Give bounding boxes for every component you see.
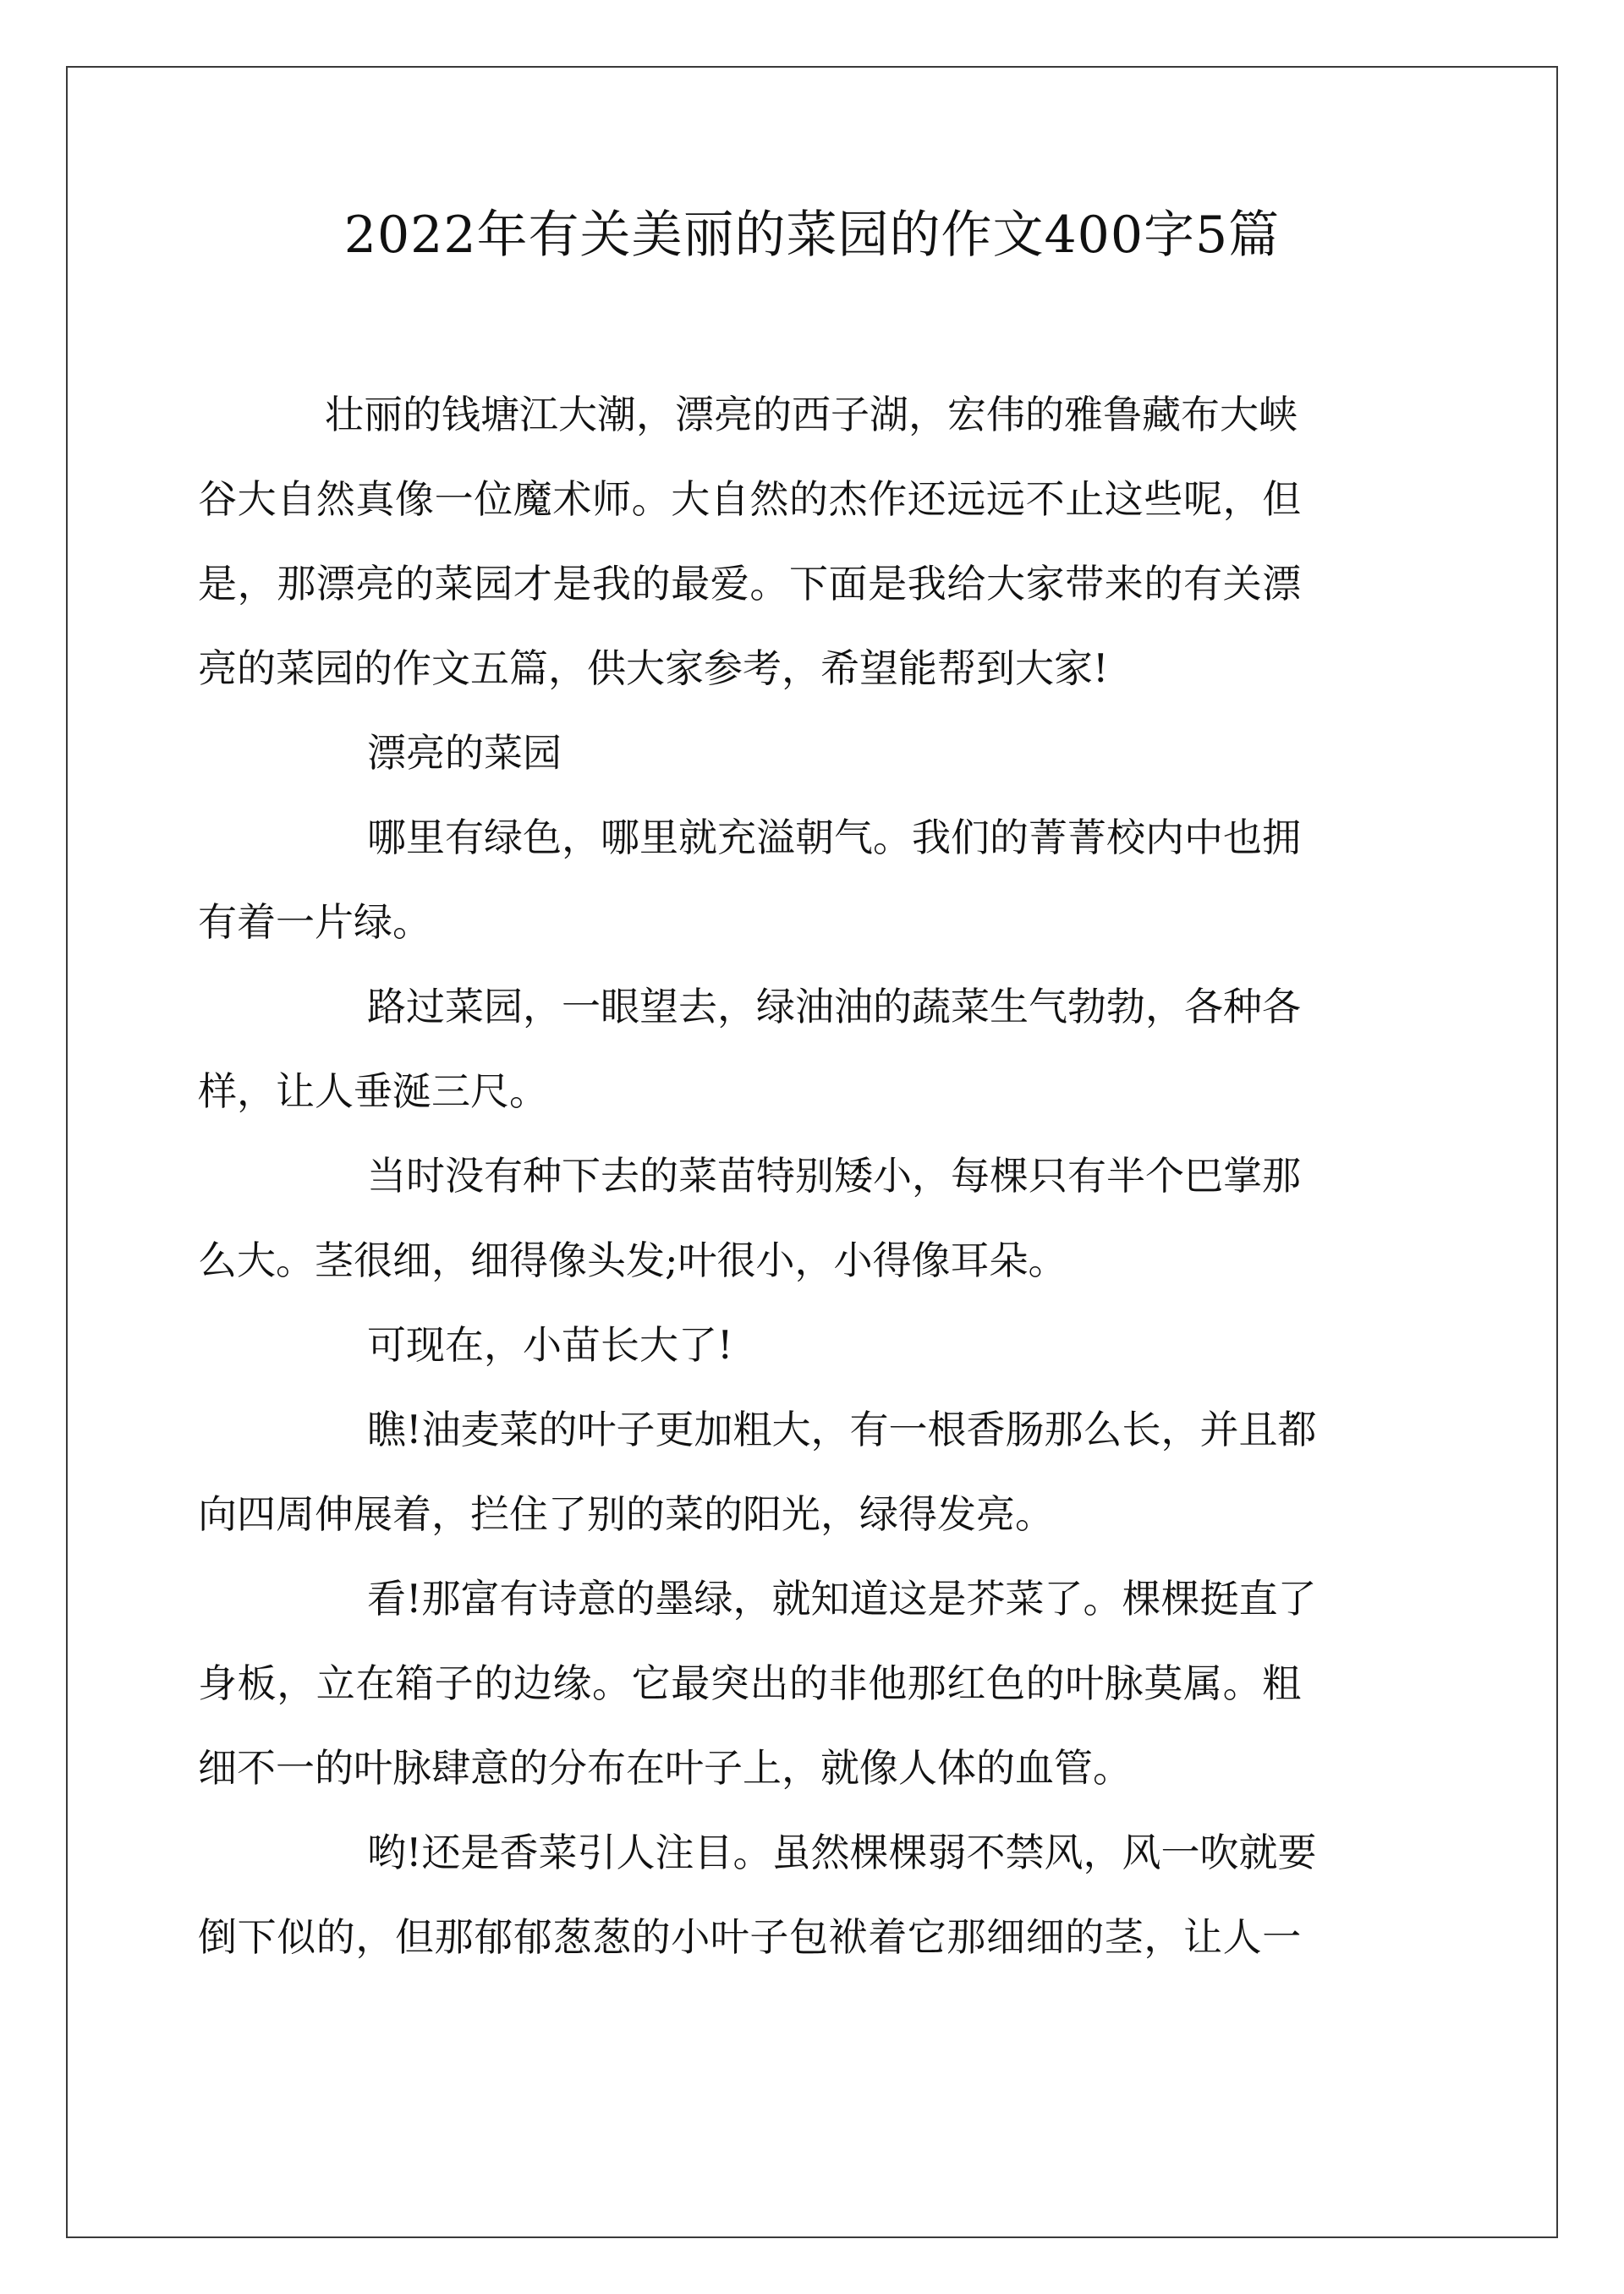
text-line: 细不一的叶脉肆意的分布在叶子上，就像人体的血管。 <box>198 1745 1132 1791</box>
text-line: 亮的菜园的作文五篇，供大家参考，希望能帮到大家! <box>198 645 1109 691</box>
text-line: 哟!还是香菜引人注目。虽然棵棵弱不禁风，风一吹就要 <box>367 1830 1317 1875</box>
document-title: 2022年有关美丽的菜园的作文400字5篇 <box>343 206 1281 265</box>
text-line: 哪里有绿色，哪里就充溢朝气。我们的菁菁校内中也拥 <box>367 815 1301 860</box>
text-line: 路过菜园，一眼望去，绿油油的蔬菜生气勃勃，各种各 <box>367 984 1301 1029</box>
text-line: 是，那漂亮的菜园才是我的最爱。下面是我给大家带来的有关漂 <box>198 561 1302 606</box>
text-line: 谷大自然真像一位魔术师。大自然的杰作还远远不止这些呢，但 <box>198 476 1302 522</box>
text-line: 身板，立在箱子的边缘。它最突出的非他那红色的叶脉莫属。粗 <box>198 1660 1302 1706</box>
text-line: 么大。茎很细，细得像头发;叶很小，小得像耳朵。 <box>198 1238 1067 1283</box>
text-line: 可现在，小苗长大了! <box>367 1322 733 1368</box>
text-line: 当时没有种下去的菜苗特别矮小，每棵只有半个巴掌那 <box>367 1153 1301 1199</box>
text-line: 倒下似的，但那郁郁葱葱的小叶子包袱着它那细细的茎，让人一 <box>198 1914 1302 1960</box>
document-body <box>198 372 1433 1979</box>
text-line: 壮丽的钱塘江大潮，漂亮的西子湖，宏伟的雅鲁藏布大峡 <box>325 392 1298 437</box>
text-line: 向四周伸展着，拦住了别的菜的阳光，绿得发亮。 <box>198 1491 1054 1537</box>
text-line: 样，让人垂涎三尺。 <box>198 1068 548 1114</box>
text-line: 有着一片绿。 <box>198 899 431 945</box>
text-line: 看!那富有诗意的墨绿，就知道这是芥菜了。棵棵挺直了 <box>367 1576 1317 1622</box>
text-line: 瞧!油麦菜的叶子更加粗大，有一根香肠那么长，并且都 <box>367 1407 1317 1452</box>
section-heading: 漂亮的菜园 <box>367 730 562 776</box>
